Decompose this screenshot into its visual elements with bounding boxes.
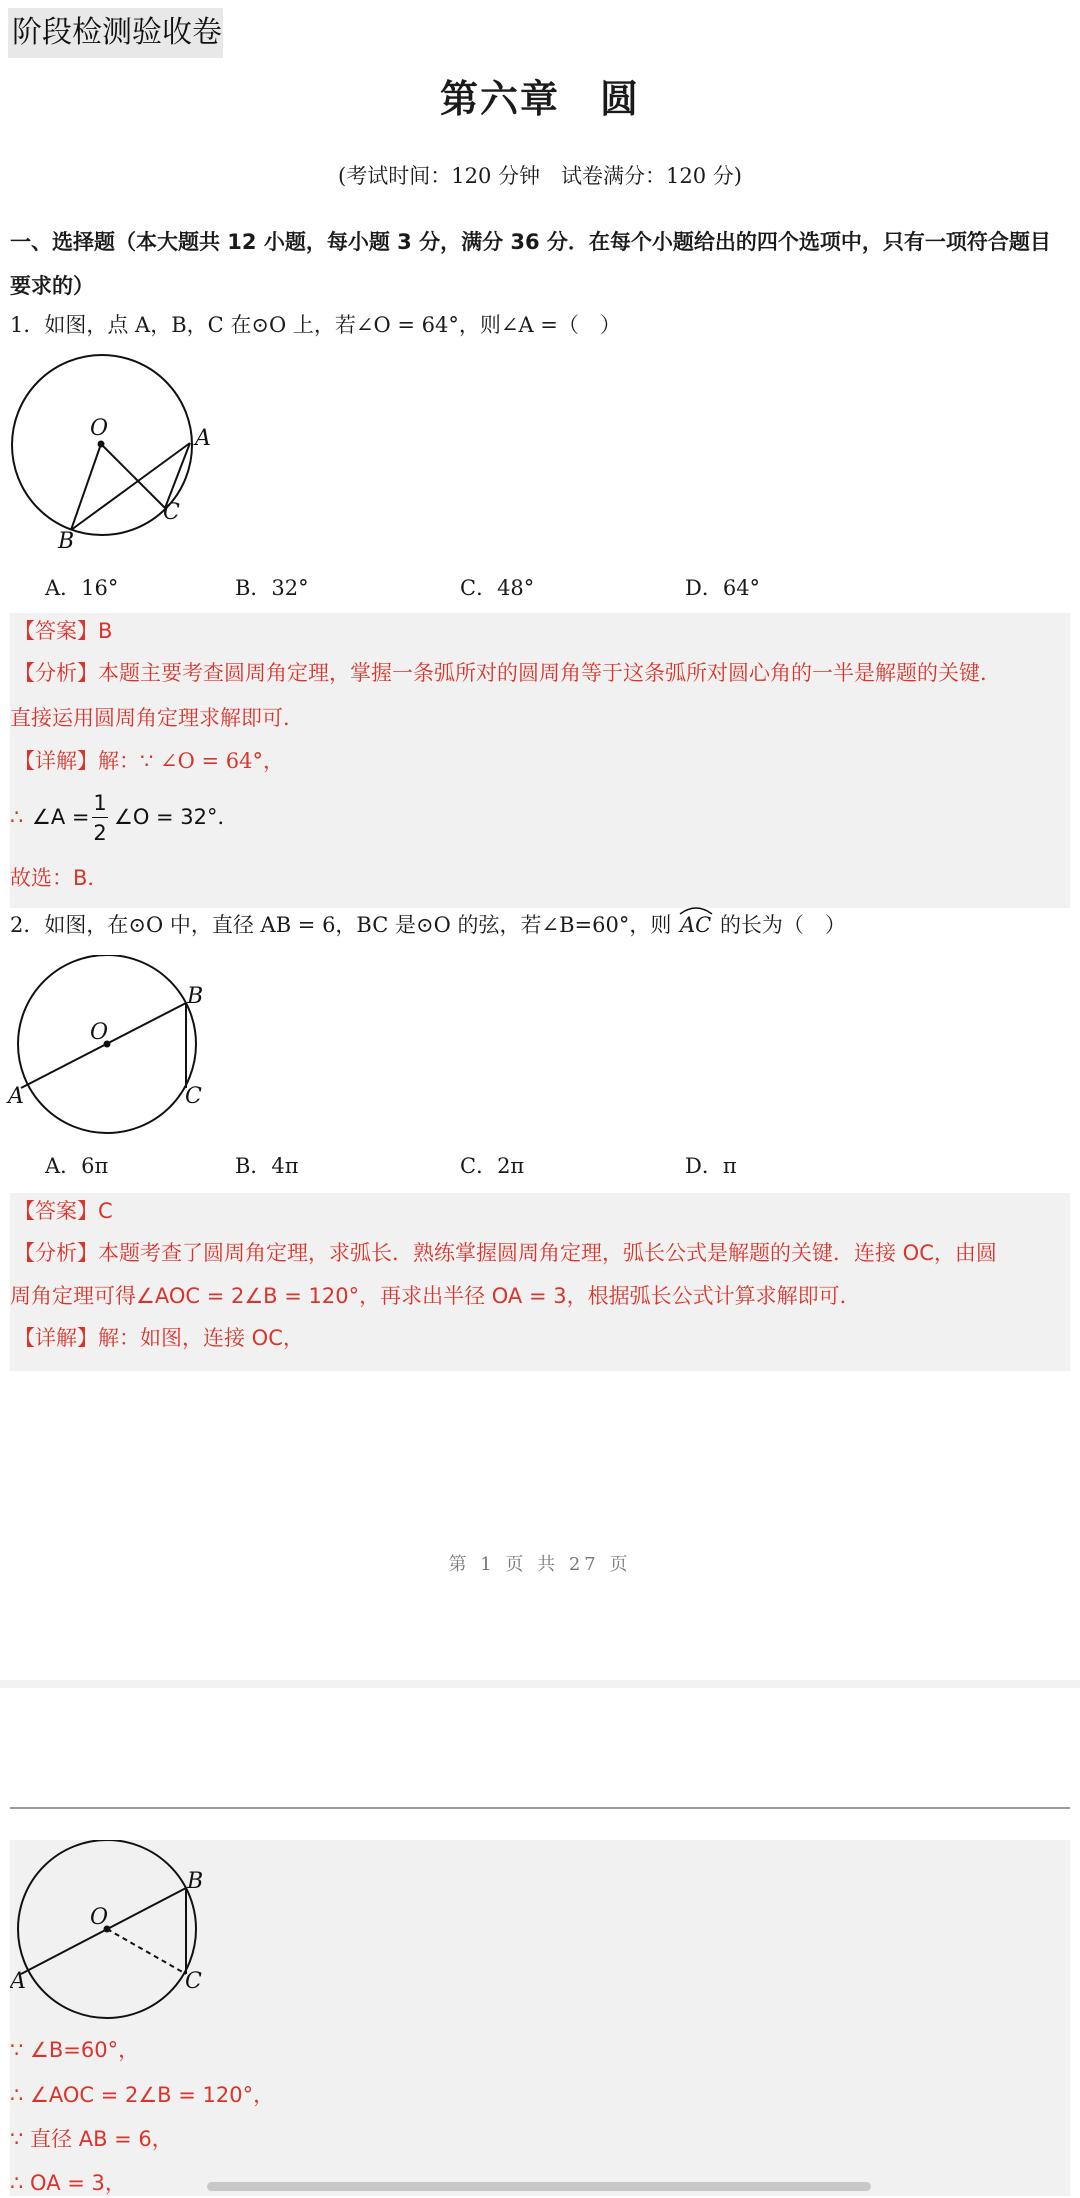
fraction-denominator: 2: [93, 821, 107, 845]
page-separator: [0, 1680, 1080, 1688]
solution-box-2-continued: [10, 1840, 1070, 2196]
page-number: 第 1 页 共 27 页: [448, 1554, 632, 1575]
option-d: D．π: [685, 1154, 737, 1178]
choice-1: 故选：B．: [10, 866, 109, 890]
section-heading: 一、选择题（本大题共 12 小题，每小题 3 分，满分 36 分．在每个小题给出的四个选项中，只有一项符合题目要求的）: [10, 230, 1051, 298]
option-c: C．48°: [460, 576, 535, 600]
page-title: 第六章 圆: [439, 77, 640, 121]
label-b: B: [58, 529, 75, 554]
detail-1-label: 【详解】解：: [14, 749, 140, 773]
label-c: C: [185, 1969, 202, 1994]
arc-label: AC: [680, 913, 712, 937]
question-2-stem-prefix: 2．如图，在⊙O 中，直径 AB = 6，BC 是⊙O 的弦，若∠B=60°，则: [10, 913, 672, 937]
option-b: B．4π: [235, 1154, 299, 1178]
step-4: ∴ OA = 3，: [10, 2171, 126, 2195]
label-o: O: [90, 1020, 109, 1045]
analysis-1-line1: 【分析】本题主要考查圆周角定理，掌握一条弧所对的圆周角等于这条弧所对圆心角的一半是解题的关键．: [14, 661, 1001, 685]
question-1-figure: [0, 345, 230, 555]
option-d: D．64°: [685, 576, 761, 600]
label-o: O: [90, 416, 109, 441]
question-2-figure: [0, 955, 230, 1140]
option-a: A．16°: [45, 576, 119, 600]
label-c: C: [185, 1084, 202, 1109]
arc-symbol-icon: [678, 904, 714, 916]
analysis-1-line2: 直接运用圆周角定理求解即可．: [10, 706, 304, 730]
question-2-stem: [10, 910, 846, 940]
analysis-2-line2: 周角定理可得∠AOC = 2∠B = 120°，再求出半径 OA = 3，根据弧长公式计算求解即可．: [10, 1284, 861, 1308]
horizontal-scrollbar[interactable]: [207, 2182, 871, 2191]
step-2: ∴ ∠AOC = 2∠B = 120°，: [10, 2083, 275, 2107]
answer-2: 【答案】C: [14, 1199, 113, 1223]
question-2-solution-figure: [10, 1840, 240, 2020]
header-rule: [10, 1807, 1070, 1809]
fraction-numerator: 1: [93, 791, 107, 815]
option-c: C．2π: [460, 1154, 525, 1178]
label-b: B: [187, 1869, 204, 1894]
exam-info: (考试时间：120 分钟 试卷满分：120 分): [338, 164, 742, 188]
option-a: A．6π: [45, 1154, 109, 1178]
solution-box-1: [10, 613, 1070, 908]
solution-box-2: [10, 1193, 1070, 1371]
therefore-symbol: ∴: [10, 805, 24, 829]
angle-o-result: ∠O = 32°．: [114, 805, 239, 829]
detail-2: 【详解】解：如图，连接 OC，: [14, 1326, 304, 1350]
step-3: ∵ 直径 AB = 6，: [10, 2127, 173, 2151]
arc-ac: [678, 910, 713, 940]
angle-a: ∠A =: [32, 805, 90, 829]
label-c: C: [163, 500, 180, 525]
answer-1: 【答案】B: [14, 619, 113, 643]
label-b: B: [187, 984, 204, 1009]
section-tag: 阶段检测验收卷: [8, 8, 223, 58]
label-o: O: [90, 1905, 109, 1930]
label-a: A: [10, 1969, 26, 1994]
detail-1: [14, 746, 284, 776]
question-1-stem: 1．如图，点 A，B，C 在⊙O 上，若∠O = 64°，则∠A =（ ）: [10, 313, 621, 337]
analysis-2-line1: 【分析】本题考查了圆周角定理，求弧长．熟练掌握圆周角定理，弧长公式是解题的关键．连接 OC，由圆: [14, 1241, 997, 1265]
question-2-stem-suffix: 的长为（ ）: [719, 913, 846, 937]
label-a: A: [8, 1084, 24, 1109]
detail-1-math: ∵ ∠O = 64°，: [140, 749, 285, 773]
label-a: A: [195, 426, 211, 451]
step-1: ∵ ∠B=60°，: [10, 2038, 140, 2062]
option-b: B．32°: [235, 576, 309, 600]
